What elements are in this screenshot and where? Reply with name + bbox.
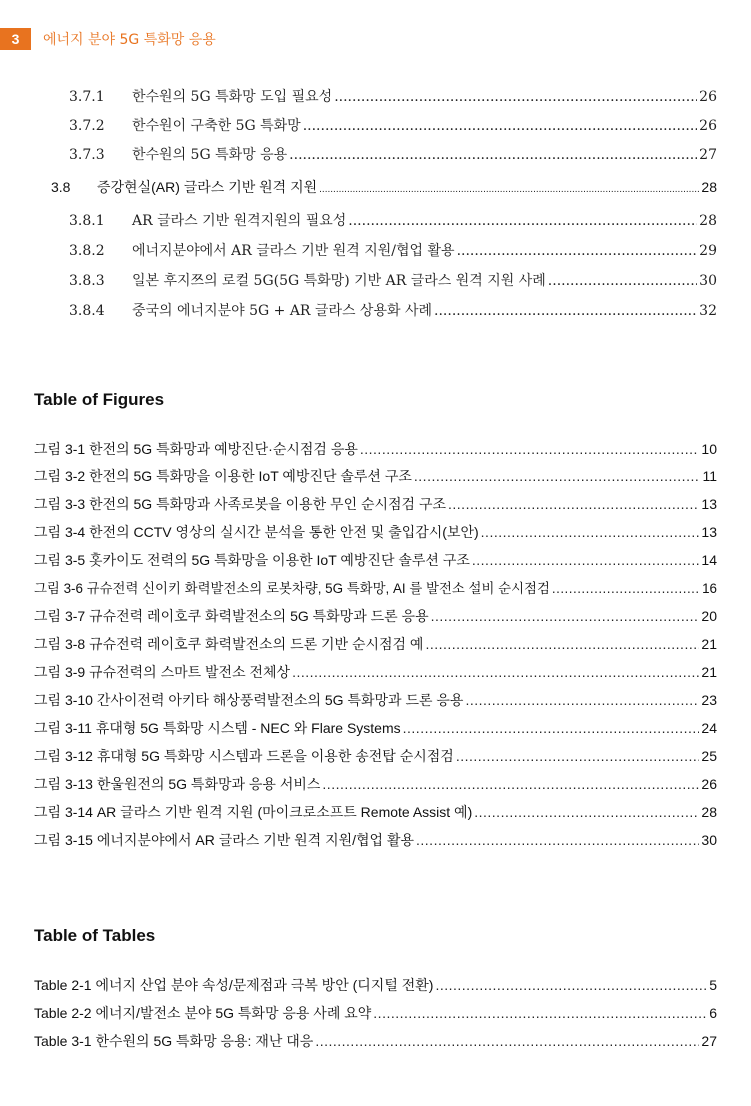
figure-leader-dots [360,441,700,457]
figure-entry[interactable] [34,662,717,682]
figure-entry[interactable] [34,606,717,626]
table-entry-label: Table 2-1 에너지 산업 분야 속성/문제점과 극복 방안 (디지털 전환) [34,977,434,993]
figure-entry[interactable] [34,466,717,486]
toc-entry-title: 중국의 에너지분야 5G + AR 글라스 상용화 사례 [132,303,433,319]
toc-leader-dots [289,147,697,163]
toc-entry[interactable] [69,270,717,290]
toc-entry-page: 28 [701,179,717,195]
figure-entry-label: 그림 3-11 휴대형 5G 특화망 시스템 - NEC 와 Flare Systems [34,720,401,736]
table-entry[interactable] [34,975,717,995]
toc-entry[interactable] [69,115,717,135]
figure-entry-label: 그림 3-1 한전의 5G 특화망과 예방진단·순시점검 응용 [34,441,358,457]
figure-leader-dots [456,748,700,764]
figure-entry[interactable] [34,550,717,570]
toc-entry-page: 32 [699,303,717,319]
table-leader-dots [315,1033,699,1049]
figure-entry-page: 16 [702,581,717,596]
figure-entry[interactable] [34,522,717,542]
table-leader-dots [435,977,707,993]
figure-entry-label: 그림 3-15 에너지분야에서 AR 글라스 기반 원격 지원/협업 활용 [34,832,415,848]
table-entry-page: 6 [709,1005,717,1021]
toc-leader-dots [457,243,698,259]
toc-leader-dots [434,303,697,319]
figures-heading: Table of Figures [34,390,165,409]
table-entry-page: 27 [701,1033,717,1049]
figure-leader-dots [414,468,701,484]
table-leader-dots [373,1005,707,1021]
figure-entry-page: 20 [701,608,717,624]
table-entry-label: Table 2-2 에너지/발전소 분야 5G 특화망 응용 사례 요약 [34,1005,372,1021]
figure-entry-label: 그림 3-6 규슈전력 신이키 화력발전소의 로봇차량, 5G 특화망, AI 를 발전소 설비 순시점검 [34,581,550,596]
toc-entry[interactable] [69,240,717,260]
toc-leader-dots [334,89,697,105]
toc-leader-dots [548,273,697,289]
figure-entry-label: 그림 3-2 한전의 5G 특화망을 이용한 IoT 예방진단 솔루션 구조 [34,468,412,484]
toc-entry-title: 일본 후지쯔의 로컬 5G(5G 특화망) 기반 AR 글라스 원격 지원 사례 [132,273,546,289]
figure-leader-dots [322,776,699,792]
figure-leader-dots [425,636,699,652]
figure-entry[interactable] [34,746,717,766]
figure-entry[interactable] [34,634,717,654]
toc-entry-title: 한수원의 5G 특화망 도입 필요성 [132,89,333,105]
figure-leader-dots [416,832,699,848]
figure-entry-page: 21 [701,636,717,652]
toc-section-entry[interactable] [51,177,717,197]
figure-entry-label: 그림 3-13 한울원전의 5G 특화망과 응용 서비스 [34,776,321,792]
figure-entry[interactable] [34,802,717,822]
figure-leader-dots [481,524,700,540]
figure-entry[interactable] [34,830,717,850]
toc-entry-page: 30 [699,273,717,289]
figure-entry[interactable] [34,494,717,514]
figure-leader-dots [552,581,700,596]
figure-entry-label: 그림 3-5 홋카이도 전력의 5G 특화망을 이용한 IoT 예방진단 솔루션 구조 [34,552,470,568]
figure-entry-page: 10 [701,441,717,457]
table-entry[interactable] [34,1031,717,1051]
chapter-header [0,28,216,50]
figure-entry[interactable] [34,439,717,459]
toc-entry-title: 한수원의 5G 특화망 응용 [132,147,288,163]
tables-heading: Table of Tables [34,926,156,945]
toc-entry-title: AR 글라스 기반 원격지원의 필요성 [132,213,347,229]
figure-entry-label: 그림 3-14 AR 글라스 기반 원격 지원 (마이크로소프트 Remote Assist 예) [34,804,473,820]
figure-leader-dots [403,720,700,736]
toc-leader-dots [348,213,697,229]
toc-entry-number: 3.7.1 [69,89,105,105]
figure-entry-page: 30 [701,832,717,848]
figure-entry-label: 그림 3-4 한전의 CCTV 영상의 실시간 분석을 통한 안전 및 출입감시(보안) [34,524,479,540]
figure-leader-dots [465,692,699,708]
figure-entry[interactable] [34,774,717,794]
toc-entry[interactable] [69,210,717,230]
chapter-number-badge: 3 [0,28,31,50]
figure-entry-page: 24 [701,720,717,736]
toc-entry-number: 3.7.2 [69,118,105,134]
toc-entry-title: 에너지분야에서 AR 글라스 기반 원격 지원/협업 활용 [132,243,455,259]
toc-entry-page: 28 [699,213,717,229]
toc-entry-number: 3.8.3 [69,273,105,289]
figure-entry-page: 13 [701,496,717,512]
toc-entry-page: 26 [699,89,717,105]
toc-entry-page: 27 [699,147,717,163]
figure-entry-label: 그림 3-3 한전의 5G 특화망과 사족로봇을 이용한 무인 순시점검 구조 [34,496,447,512]
toc-leader-dots [319,184,699,195]
figure-entry-page: 13 [701,524,717,540]
figure-entry-page: 23 [701,692,717,708]
chapter-title: 에너지 분야 5G 특화망 응용 [43,32,216,48]
figure-leader-dots [474,804,699,820]
toc-entry[interactable] [69,86,717,106]
figure-leader-dots [292,664,699,680]
figure-entry[interactable] [34,718,717,738]
figure-entry-page: 11 [702,468,717,484]
toc-entry-number: 3.8 [51,179,71,195]
figure-entry-label: 그림 3-7 규슈전력 레이호쿠 화력발전소의 5G 특화망과 드론 응용 [34,608,429,624]
table-entry[interactable] [34,1003,717,1023]
toc-entry[interactable] [69,144,717,164]
figure-leader-dots [431,608,700,624]
toc-entry-title: 증강현실(AR) 글라스 기반 원격 지원 [97,179,318,195]
table-entry-page: 5 [709,977,717,993]
toc-entry[interactable] [69,300,717,320]
figure-entry-label: 그림 3-9 규슈전력의 스마트 발전소 전체상 [34,664,291,680]
toc-entry-page: 29 [699,243,717,259]
figure-leader-dots [472,552,700,568]
figure-entry-page: 26 [701,776,717,792]
toc-entry-number: 3.8.4 [69,303,105,319]
toc-leader-dots [303,118,697,134]
figure-entry-page: 25 [701,748,717,764]
figure-leader-dots [448,496,699,512]
figure-entry-label: 그림 3-12 휴대형 5G 특화망 시스템과 드론을 이용한 송전탑 순시점검 [34,748,454,764]
figure-entry-page: 21 [701,664,717,680]
table-entry-label: Table 3-1 한수원의 5G 특화망 응용: 재난 대응 [34,1033,314,1049]
toc-entry-title: 한수원이 구축한 5G 특화망 [132,118,301,134]
toc-entry-number: 3.7.3 [69,147,105,163]
figure-entry[interactable] [34,690,717,710]
figure-entry-label: 그림 3-10 간사이전력 아키타 해상풍력발전소의 5G 특화망과 드론 응용 [34,692,464,708]
toc-entry-number: 3.8.2 [69,243,105,259]
figure-entry[interactable] [34,578,717,597]
figure-entry-page: 28 [701,804,717,820]
toc-entry-number: 3.8.1 [69,213,105,229]
toc-entry-page: 26 [699,118,717,134]
figure-entry-label: 그림 3-8 규슈전력 레이호쿠 화력발전소의 드론 기반 순시점검 예 [34,636,424,652]
figure-entry-page: 14 [701,552,717,568]
